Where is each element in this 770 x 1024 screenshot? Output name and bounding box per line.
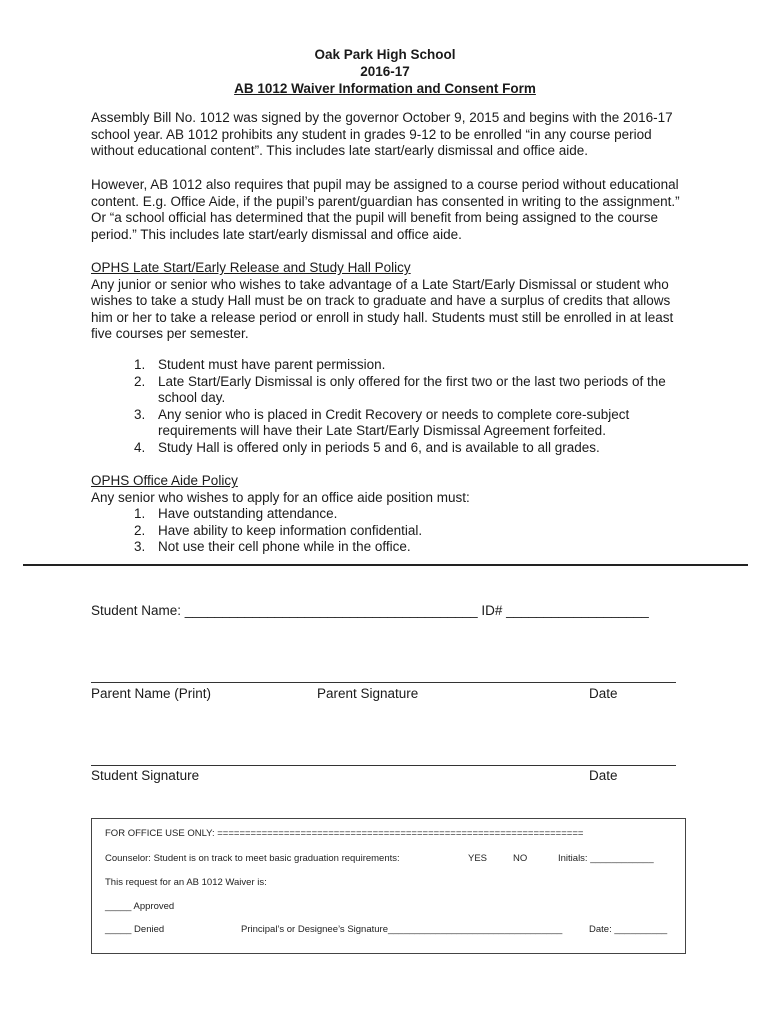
counselor-statement: Counselor: Student is on track to meet basic graduation requirements:: [105, 853, 400, 864]
student-date-label: Date: [589, 768, 618, 783]
parent-signature-line[interactable]: [91, 682, 676, 683]
student-name-field[interactable]: Student Name: _______________________________________ ID# ___________________: [91, 603, 649, 618]
office-use-header: FOR OFFICE USE ONLY: ==================================================================: [105, 828, 584, 839]
initials-field[interactable]: Initials: ____________: [558, 853, 654, 864]
waiver-request-text: This request for an AB 1012 Waiver is:: [105, 877, 267, 888]
list-item: [134, 357, 694, 374]
parent-signature-label: Parent Signature: [317, 686, 419, 701]
list-item: [134, 374, 694, 407]
list-number: 4.: [134, 439, 146, 455]
list-item-text: Study Hall is offered only in periods 5 and 6, and is available to all grades.: [158, 439, 600, 455]
student-signature-label: Student Signature: [91, 768, 200, 783]
list-number: 3.: [134, 406, 146, 422]
list-item-text: Have outstanding attendance.: [158, 506, 338, 521]
office-aide-policy-title: OPHS Office Aide Policy: [91, 473, 238, 488]
list-item: [134, 523, 634, 540]
list-item-text: Not use their cell phone while in the office.: [158, 539, 411, 554]
list-item-text: Late Start/Early Dismissal is only offered for the first two or the last two periods of the school day.: [158, 373, 666, 405]
list-number: 3.: [134, 539, 146, 554]
list-item: [134, 506, 634, 523]
list-item-text: Have ability to keep information confidential.: [158, 522, 423, 538]
student-signature-line[interactable]: [91, 765, 676, 766]
list-item: [134, 440, 694, 457]
list-item-text: Any senior who is placed in Credit Recovery or needs to complete core-subject requirements will have their Late Start/Early Dismissal Agreement forfeited.: [158, 406, 630, 438]
list-number: 2.: [134, 522, 146, 538]
school-year: 2016-17: [360, 64, 410, 79]
parent-date-label: Date: [589, 686, 618, 701]
parent-name-label: Parent Name (Print): [91, 686, 212, 701]
list-number: 1.: [134, 506, 146, 521]
school-name: Oak Park High School: [314, 47, 456, 62]
list-item: [134, 407, 694, 440]
office-aide-section: [91, 473, 691, 506]
section-divider: [23, 564, 748, 566]
list-item-text: Student must have parent permission.: [158, 357, 386, 372]
denied-field[interactable]: _____ Denied: [105, 924, 165, 935]
late-start-section: [91, 260, 691, 343]
list-item: [134, 539, 634, 556]
intro-paragraph-1: Assembly Bill No. 1012 was signed by the governor October 9, 2015 and begins with the 2016-17 school year. AB 1012 prohibits any student in grades 9-12 to be enrolled “in any course period without educational content”. This includes late start/early dismissal and office aide.: [91, 110, 673, 158]
office-use-box: [91, 818, 686, 954]
intro-paragraph-2: However, AB 1012 also requires that pupil may be assigned to a course period without educational content. E.g. Office Aide, if the pupil’s parent/guardian has consented in writing to the assignment.” Or “a school official has determined that the pupil will benefit from being assigned to the course period.” This includes late start/early dismissal and office aide.: [91, 177, 680, 242]
no-option[interactable]: NO: [513, 853, 528, 864]
office-aide-rules-list: [134, 506, 634, 556]
yes-option[interactable]: YES: [468, 853, 488, 864]
approved-field[interactable]: _____ Approved: [105, 901, 175, 912]
principal-signature-field[interactable]: Principal’s or Designee’s Signature_________________________________: [241, 924, 563, 935]
list-number: 1.: [134, 357, 146, 372]
late-start-policy-title: OPHS Late Start/Early Release and Study Hall Policy: [91, 260, 411, 275]
office-date-field[interactable]: Date: __________: [589, 924, 668, 935]
list-number: 2.: [134, 373, 146, 389]
form-title: AB 1012 Waiver Information and Consent Form: [234, 81, 536, 96]
office-aide-policy-intro: Any senior who wishes to apply for an office aide position must:: [91, 489, 470, 505]
late-start-policy-body: Any junior or senior who wishes to take advantage of a Late Start/Early Dismissal or student who wishes to take a study Hall must be on track to graduate and have a surplus of credits that allows him or her to take a release period or enroll in study hall. Students must still be enrolled in at least five courses per semester.: [91, 276, 674, 341]
late-start-rules-list: [134, 357, 694, 456]
